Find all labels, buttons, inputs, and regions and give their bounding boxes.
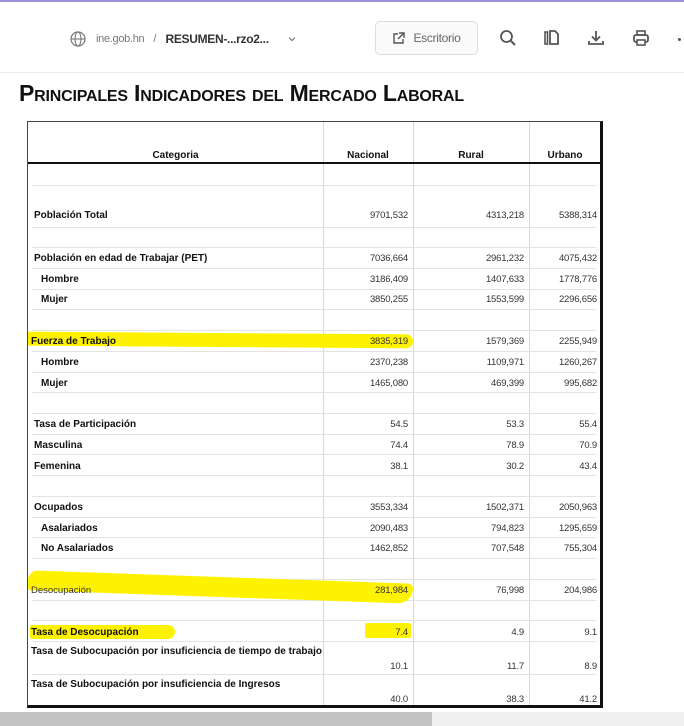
cell-nacional: 38.1 xyxy=(390,461,408,472)
row-label: Mujer xyxy=(41,378,68,389)
open-in-desktop-button[interactable] xyxy=(375,21,478,55)
cell-nacional: 1465,080 xyxy=(369,378,408,389)
row-divider xyxy=(32,185,596,186)
row-label: Asalariados xyxy=(41,523,98,534)
chevron-down-icon[interactable] xyxy=(287,34,297,44)
cell-rural: 11.7 xyxy=(507,661,524,672)
cell-nacional: 3850,255 xyxy=(369,294,408,305)
row-divider xyxy=(32,330,596,331)
cell-nacional: 10.1 xyxy=(390,661,408,672)
row-label: Hombre xyxy=(41,274,79,285)
row-label: No Asalariados xyxy=(41,543,114,554)
column-header-categoria: Categoria xyxy=(152,150,199,161)
cell-urbano: 8.9 xyxy=(584,661,597,672)
cell-rural: 1407,633 xyxy=(485,274,524,285)
cell-urbano: 204,986 xyxy=(564,585,597,596)
row-label: Tasa de Participación xyxy=(34,419,137,430)
cell-urbano: 5388,314 xyxy=(558,210,597,221)
download-button[interactable] xyxy=(585,27,607,49)
search-icon xyxy=(498,28,518,48)
cell-urbano: 1260,267 xyxy=(558,357,597,368)
horizontal-scrollbar-thumb[interactable] xyxy=(0,712,432,726)
cell-nacional: 74.4 xyxy=(390,440,408,451)
cell-urbano: 4075,432 xyxy=(558,253,597,264)
row-divider xyxy=(32,641,596,642)
column-header-rural: Rural xyxy=(458,150,484,161)
cell-nacional: 7036,664 xyxy=(369,253,408,264)
column-header-nacional: Nacional xyxy=(347,150,389,161)
cell-urbano: 70.9 xyxy=(579,440,597,451)
download-icon xyxy=(586,28,606,48)
copy-button[interactable] xyxy=(541,27,563,49)
row-label: Femenina xyxy=(34,461,81,472)
row-divider xyxy=(32,247,596,248)
cell-rural: 707,548 xyxy=(491,543,524,554)
row-label: Tasa de Subocupación por insuficiencia de Ingresos xyxy=(31,679,281,690)
row-label: Tasa de Subocupación por insuficiencia de tiempo de trabajo xyxy=(31,646,322,657)
row-label: Tasa de Desocupación xyxy=(31,627,139,638)
cell-rural: 30.2 xyxy=(506,461,524,472)
row-divider xyxy=(32,268,596,269)
cell-urbano: 2255,949 xyxy=(558,336,597,347)
cell-nacional: 54.5 xyxy=(390,419,408,430)
cell-rural: 38.3 xyxy=(506,694,524,705)
cell-urbano: 1778,776 xyxy=(558,274,597,285)
header-divider xyxy=(28,162,600,164)
row-divider xyxy=(32,517,596,518)
cell-rural: 53.3 xyxy=(506,419,524,430)
row-label: Población Total xyxy=(34,210,108,221)
row-label: Mujer xyxy=(41,294,68,305)
cell-urbano: 41.2 xyxy=(579,694,597,705)
cell-nacional: 7.4 xyxy=(395,627,408,638)
cell-nacional: 9701,532 xyxy=(369,210,408,221)
row-divider xyxy=(32,289,596,290)
cell-nacional: 2370,238 xyxy=(369,357,408,368)
cell-nacional: 1462,852 xyxy=(369,543,408,554)
row-label: Población en edad de Trabajar (PET) xyxy=(34,253,208,264)
cell-urbano: 2296,656 xyxy=(558,294,597,305)
breadcrumb xyxy=(70,28,297,50)
print-icon xyxy=(631,28,651,48)
cell-urbano: 43.4 xyxy=(579,461,597,472)
breadcrumb-separator: / xyxy=(153,33,157,45)
row-divider xyxy=(32,351,596,352)
cell-rural: 1109,971 xyxy=(486,357,524,368)
row-label: Hombre xyxy=(41,357,79,368)
cell-nacional: 3835,319 xyxy=(369,336,408,347)
cell-nacional: 3553,334 xyxy=(369,502,408,513)
more-icon[interactable] xyxy=(678,38,681,41)
cell-nacional: 2090,483 xyxy=(369,523,408,534)
row-label: Desocupación xyxy=(31,585,92,596)
row-divider xyxy=(32,558,596,559)
cell-rural: 76,998 xyxy=(496,585,524,596)
row-label: Fuerza de Trabajo xyxy=(31,336,117,347)
cell-rural: 1502,371 xyxy=(485,502,524,513)
cell-rural: 4313,218 xyxy=(485,210,524,221)
pdf-viewer-toolbar xyxy=(0,2,684,73)
labor-indicators-table xyxy=(27,121,603,708)
row-divider xyxy=(32,674,596,675)
row-divider xyxy=(32,454,596,455)
cell-nacional: 3186,409 xyxy=(369,274,408,285)
cell-nacional: 281,984 xyxy=(375,585,408,596)
cell-nacional: 40.0 xyxy=(390,694,408,705)
search-button[interactable] xyxy=(497,27,519,49)
cell-rural: 78.9 xyxy=(506,440,524,451)
row-divider xyxy=(32,475,596,476)
open-in-desktop-label: Escritorio xyxy=(413,31,461,45)
cell-urbano: 1295,659 xyxy=(558,523,597,534)
row-divider xyxy=(32,434,596,435)
row-divider xyxy=(32,309,596,310)
cell-urbano: 995,682 xyxy=(564,378,597,389)
row-divider xyxy=(32,372,596,373)
globe-icon xyxy=(70,31,86,47)
cell-rural: 794,823 xyxy=(491,523,524,534)
cell-urbano: 755,304 xyxy=(564,543,597,554)
cell-rural: 4.9 xyxy=(511,627,524,638)
cell-urbano: 9.1 xyxy=(584,627,597,638)
open-external-icon xyxy=(392,32,405,45)
row-divider xyxy=(32,227,596,228)
site-domain[interactable]: ine.gob.hn xyxy=(96,33,145,45)
cell-rural: 1553,599 xyxy=(485,294,524,305)
file-name[interactable]: RESUMEN-...rzo2... xyxy=(165,32,269,46)
print-button[interactable] xyxy=(630,27,652,49)
row-divider xyxy=(32,496,596,497)
cell-rural: 1579,369 xyxy=(485,336,524,347)
cell-rural: 2961,232 xyxy=(485,253,524,264)
row-label: Ocupados xyxy=(34,502,83,513)
row-divider xyxy=(32,537,596,538)
cell-rural: 469,399 xyxy=(491,378,524,389)
row-divider xyxy=(32,413,596,414)
row-divider xyxy=(32,392,596,393)
document-title: Principales Indicadores del Mercado Laboral xyxy=(19,80,464,106)
column-header-urbano: Urbano xyxy=(547,150,583,161)
copy-icon xyxy=(542,28,562,48)
row-divider xyxy=(32,620,596,621)
cell-urbano: 55.4 xyxy=(579,419,597,430)
row-label: Masculina xyxy=(34,440,83,451)
cell-urbano: 2050,963 xyxy=(558,502,597,513)
